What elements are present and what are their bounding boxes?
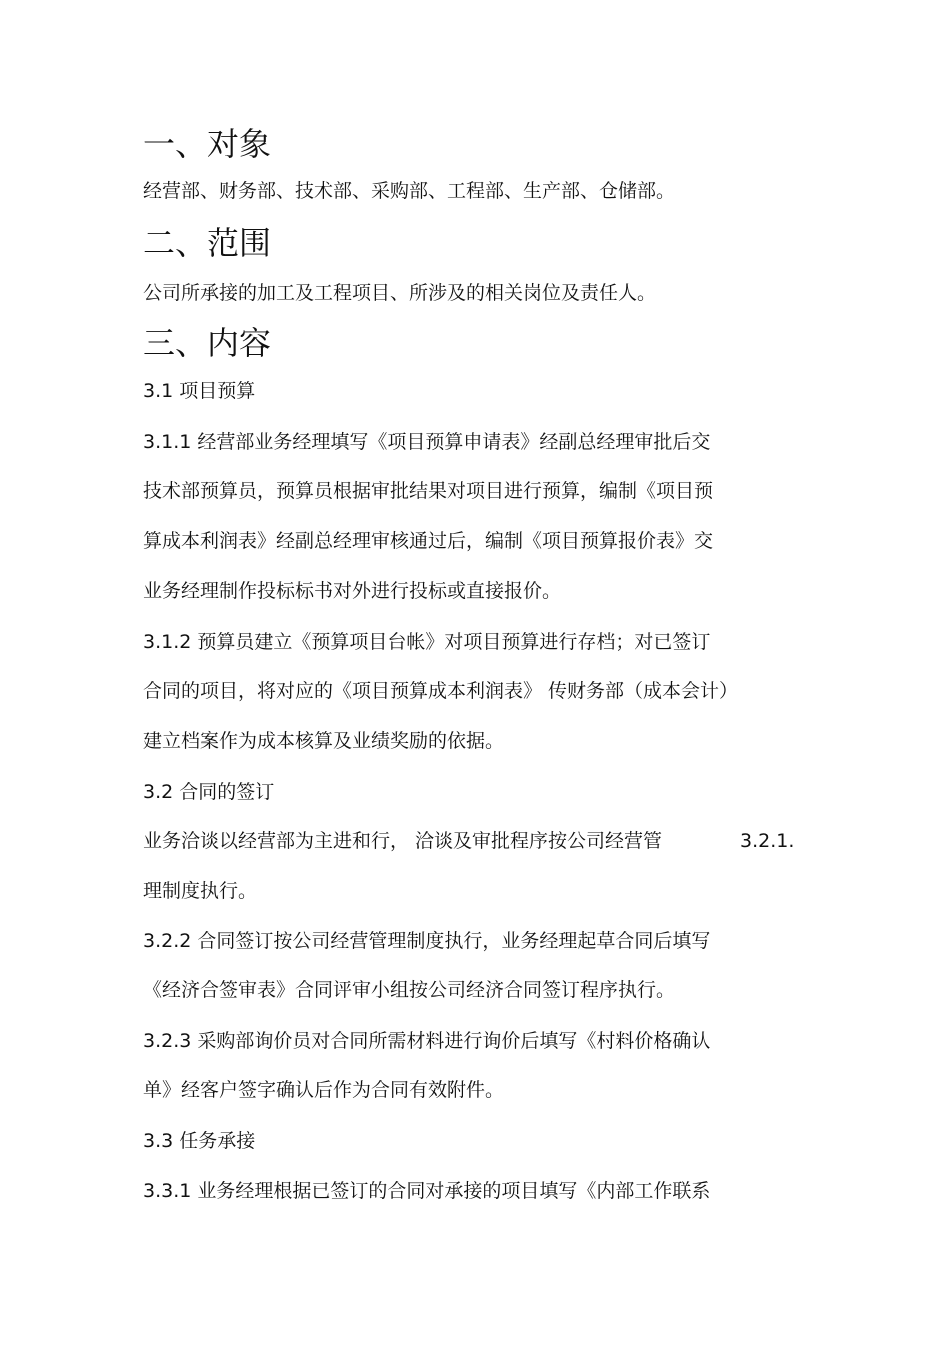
paragraph-3-1-1-line: 3.1.1 经营部业务经理填写《项目预算申请表》经副总经理审批后交 <box>143 431 711 453</box>
subsection-title-3-1: 3.1 项目预算 <box>143 380 256 402</box>
subsection-title-3-3: 3.3 任务承接 <box>143 1130 256 1152</box>
paragraph-3-2-1-line: 理制度执行。 <box>143 880 258 902</box>
section-heading-objects: 一、对象 <box>143 125 272 163</box>
paragraph-3-1-2-line: 建立档案作为成本核算及业绩奖励的依据。 <box>143 730 505 752</box>
paragraph-3-2-1-line: 业务洽谈以经营部为主进和行， 洽谈及审批程序按公司经营管 <box>143 830 663 852</box>
section-heading-content: 三、内容 <box>143 324 272 362</box>
section-body-scope: 公司所承接的加工及工程项目、所涉及的相关岗位及责任人。 <box>143 282 657 304</box>
paragraph-3-1-1-line: 技术部预算员，预算员根据审批结果对项目进行预算，编制《项目预 <box>143 480 714 502</box>
paragraph-3-2-2-line: 《经济合签审表》合同评审小组按公司经济合同签订程序执行。 <box>143 979 676 1001</box>
paragraph-3-1-1-line: 业务经理制作投标标书对外进行投标或直接报价。 <box>143 580 562 602</box>
section-heading-scope: 二、范围 <box>143 224 272 262</box>
paragraph-number-3-2-1: 3.2.1. <box>740 830 795 852</box>
paragraph-3-2-3-line: 单》经客户签字确认后作为合同有效附件。 <box>143 1079 505 1101</box>
paragraph-3-1-2-line: 3.1.2 预算员建立《预算项目台帐》对项目预算进行存档；对已签订 <box>143 631 711 653</box>
paragraph-3-2-2-line: 3.2.2 合同签订按公司经营管理制度执行，业务经理起草合同后填写 <box>143 930 711 952</box>
paragraph-3-1-1-line: 算成本利润表》经副总经理审核通过后，编制《项目预算报价表》交 <box>143 530 714 552</box>
subsection-title-3-2: 3.2 合同的签订 <box>143 781 275 803</box>
section-body-objects: 经营部、财务部、技术部、采购部、工程部、生产部、仓储部。 <box>143 180 676 202</box>
paragraph-3-1-2-line: 合同的项目，将对应的《项目预算成本利润表》 传财务部（成本会计） <box>143 680 739 702</box>
paragraph-3-3-1-line: 3.3.1 业务经理根据已签订的合同对承接的项目填写《内部工作联系 <box>143 1180 711 1202</box>
paragraph-3-2-3-line: 3.2.3 采购部询价员对合同所需材料进行询价后填写《村料价格确认 <box>143 1030 711 1052</box>
